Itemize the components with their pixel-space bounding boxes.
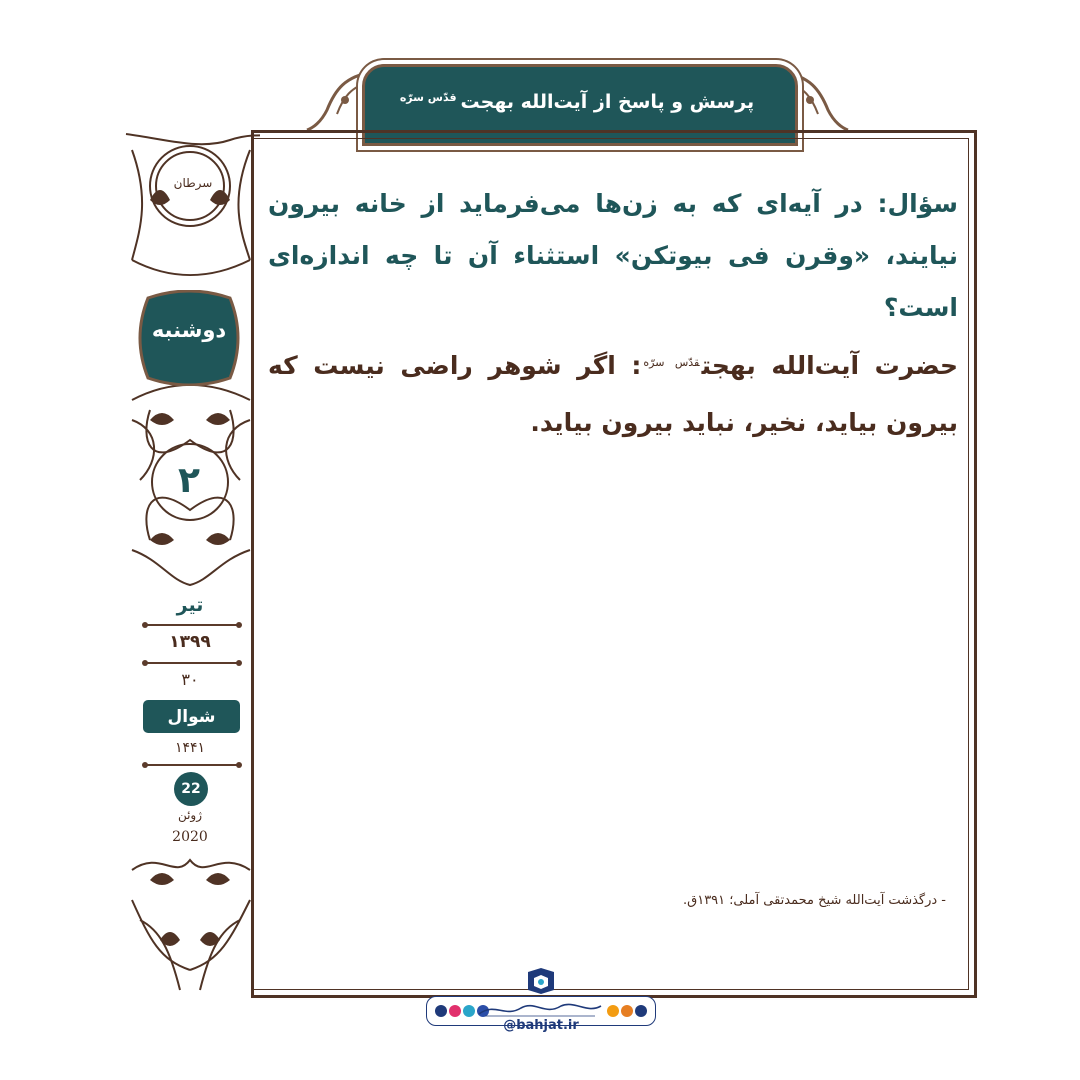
header-honorific: قدّس سرّه <box>399 90 457 104</box>
gregorian-day: 22 <box>181 781 201 797</box>
day-number: ۲ <box>178 460 200 501</box>
answer-honorific: قدّس سرّه <box>643 356 700 369</box>
gregorian-month: ژوئن <box>177 808 203 822</box>
header-title <box>362 64 792 140</box>
answer-speaker: حضرت آیت‌الله بهجت <box>701 351 959 380</box>
brand-calligraphy-logo <box>475 1000 605 1020</box>
bale-icon[interactable] <box>449 1005 461 1017</box>
divider <box>146 662 238 664</box>
qa-content <box>268 178 958 449</box>
divider <box>146 764 238 766</box>
hijri-day: ۳۰ <box>181 670 199 689</box>
question-text: سؤال: در آیه‌ای که به زن‌ها می‌فرماید از خانه بیرون نیایند، «وقرن فی بیوتکن» استثناء آن تا چه اندازه‌ای است؟ <box>268 189 958 322</box>
social-handle[interactable]: @bahjat.ir <box>503 1018 579 1033</box>
gregorian-year: 2020 <box>172 829 208 845</box>
igap-icon[interactable] <box>635 1005 647 1017</box>
brand-logo-icon <box>524 966 558 996</box>
telegram-icon[interactable] <box>463 1005 475 1017</box>
gregorian-day-badge <box>174 772 208 806</box>
hijri-year: ۱۴۴۱ <box>174 740 206 756</box>
solar-year: ۱۳۹۹ <box>169 632 211 652</box>
aparat-icon[interactable] <box>435 1005 447 1017</box>
header-title-text: پرسش و پاسخ از آیت‌الله بهجت <box>460 91 755 113</box>
hijri-month: شوال <box>167 706 216 727</box>
answer-paragraph <box>268 340 958 449</box>
footnote: - درگذشت آیت‌الله شیخ محمدتقی آملی؛ ۱۳۹۱ق. <box>683 893 946 908</box>
soroush-icon[interactable] <box>621 1005 633 1017</box>
hijri-month-badge <box>143 700 240 733</box>
answer-text: : اگر شوهر راضی نیست که بیرون بیاید، نخیر، نباید بیرون بیاید. <box>268 351 958 437</box>
weekday-label: دوشنبه <box>151 318 227 342</box>
rubika-icon[interactable] <box>607 1005 619 1017</box>
season-label: سرطان <box>173 176 213 190</box>
divider <box>146 624 238 626</box>
solar-month: تیر <box>176 594 204 616</box>
